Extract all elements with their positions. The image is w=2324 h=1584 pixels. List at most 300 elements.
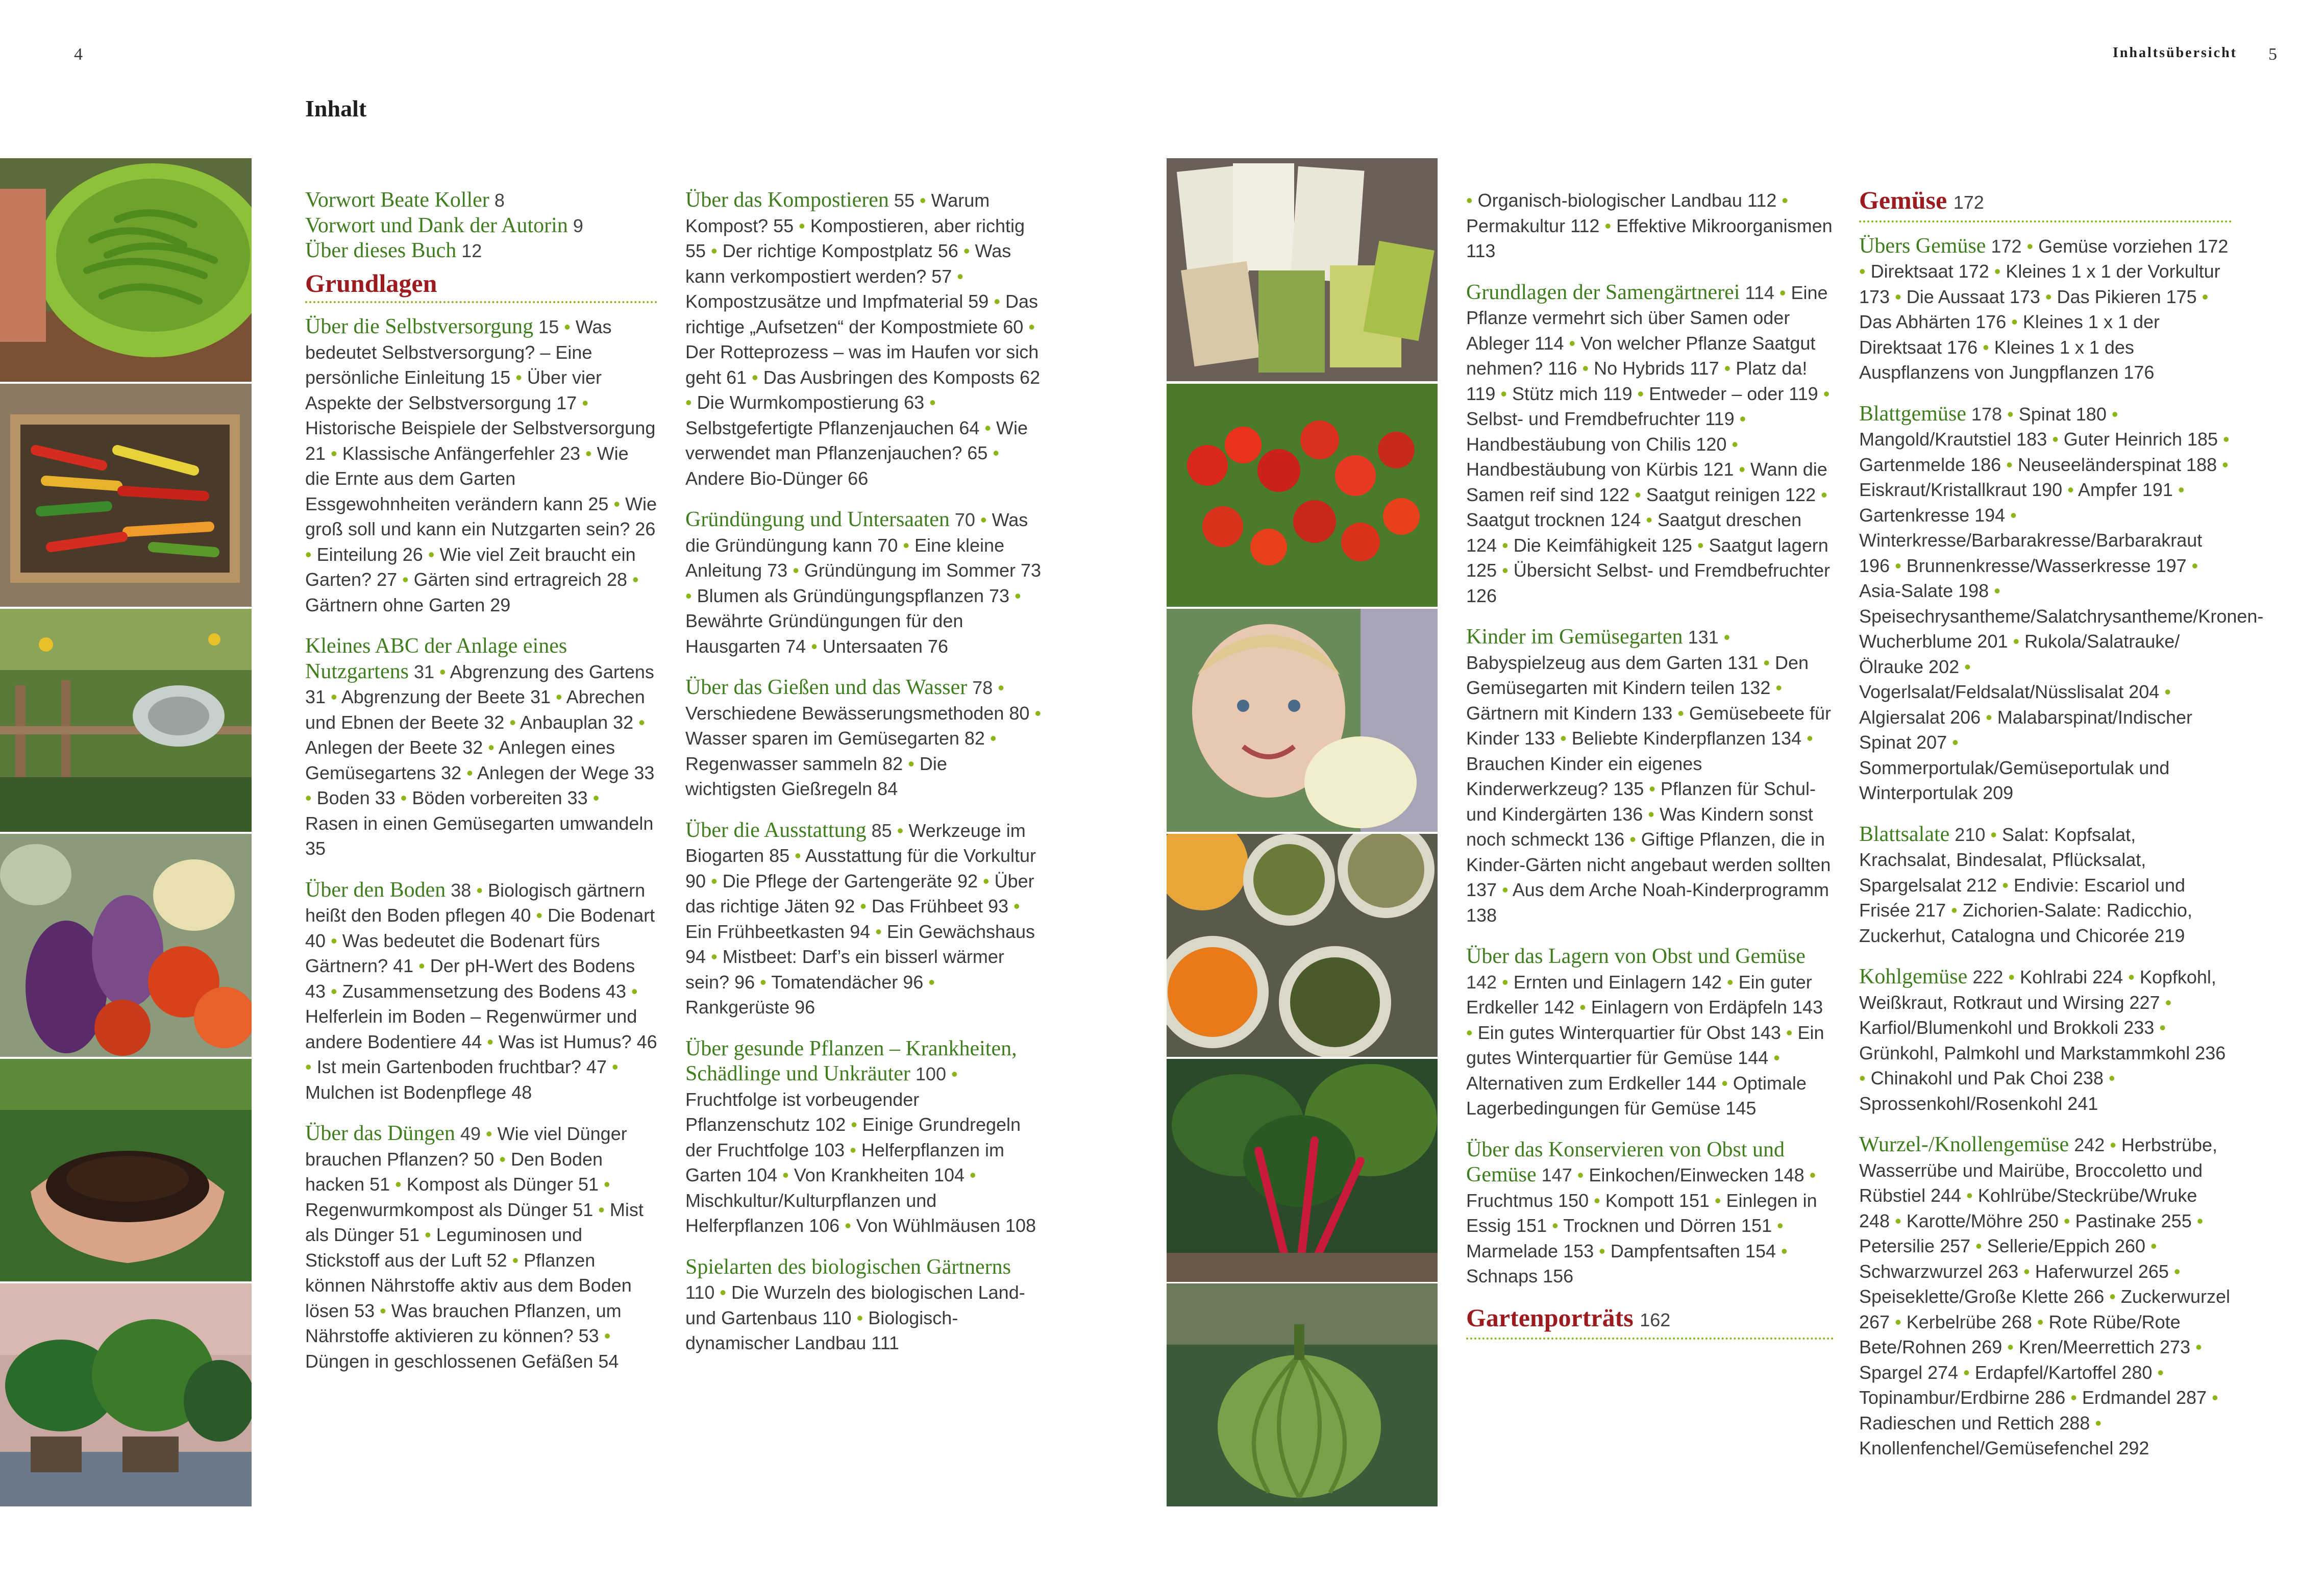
toc-entry[interactable]: Vorwort Beate Koller 8	[305, 188, 505, 212]
toc-subentry[interactable]: Grünkohl, Palmkohl und Markstammkohl 236	[1859, 1042, 2226, 1063]
bullet-icon: •	[1500, 383, 1507, 404]
bullet-icon: •	[711, 240, 718, 261]
toc-subentry[interactable]: Fruchtfolge ist vorbeugender Pflanzenschutz 102	[685, 1088, 920, 1135]
bullet-icon: •	[632, 569, 639, 590]
toc-entry[interactable]	[685, 1255, 1043, 1356]
toc-subentry[interactable]: Trocknen und Dörren 151	[1563, 1215, 1772, 1236]
toc-subentry[interactable]: Rukola/Salatrauke/Ölrauke 202	[1859, 631, 2180, 677]
toc-subentry[interactable]: Asia-Salate 198	[1859, 580, 1989, 601]
toc-subentry[interactable]: Marmelade 153	[1466, 1240, 1594, 1261]
bullet-icon: •	[1782, 190, 1788, 211]
bullet-icon: •	[1963, 1362, 1970, 1383]
toc-subentry[interactable]: Bewährte Gründüngungen für den Hausgarten 74	[685, 610, 963, 657]
toc-subentry[interactable]: Wasser sparen im Gemüsegarten 82	[685, 728, 985, 749]
toc-entry[interactable]	[1859, 234, 2232, 385]
toc-subentry[interactable]: Wie verwendet man Pflanzenjauchen? 65	[685, 417, 1028, 463]
toc-subentry[interactable]: Die Pflege der Gartengeräte 92	[722, 870, 978, 892]
toc-subentry[interactable]: Historische Beispiele der Selbstversorgung 21	[305, 417, 656, 464]
bullet-icon: •	[1994, 261, 2001, 282]
toc-subentry[interactable]: Knollenfenchel/Gemüsefenchel 292	[1859, 1438, 2149, 1458]
toc-subentry[interactable]: Der Rotteprozess – was im Haufen vor sich geht 61	[685, 341, 1039, 388]
toc-subentry[interactable]: Gemüse vorziehen 172	[2038, 235, 2229, 257]
toc-subentry[interactable]: Über vier Aspekte der Selbstversorgung 17	[305, 367, 602, 413]
toc-subentry[interactable]: Kohlrübe/Steckrübe/Wruke 248	[1859, 1185, 2197, 1231]
toc-subentry[interactable]: Was die Gründüngung kann 70	[685, 509, 1028, 556]
toc-column-1	[305, 188, 657, 1390]
bullet-icon: •	[2067, 479, 2074, 500]
toc-subentry[interactable]: Saatgut lagern 125	[1466, 534, 1828, 581]
bullet-icon: •	[509, 711, 516, 733]
toc-subentry[interactable]: Rankgerüste 96	[685, 997, 815, 1018]
toc-subentry[interactable]: Pflanzen können Nährstoffe aktiv aus dem Boden lösen 53	[305, 1249, 632, 1321]
toc-subentry[interactable]: Beliebte Kinderpflanzen 134	[1571, 728, 1802, 749]
bullet-icon: •	[1594, 1190, 1600, 1211]
toc-subentry[interactable]: Erdmandel 287	[2082, 1387, 2207, 1408]
bullet-icon: •	[400, 787, 407, 808]
bullet-icon: •	[1823, 383, 1830, 404]
toc-subentry[interactable]: Brauchen Kinder ein eigenes Kinderwerkzeug? 135	[1466, 753, 1702, 799]
bullet-icon: •	[860, 896, 867, 917]
toc-subentry[interactable]: Werkzeuge im Biogarten 85	[685, 820, 1026, 866]
toc-subentry[interactable]: Platz da! 119	[1466, 358, 1808, 404]
toc-subentry[interactable]: Von Wühlmäusen 108	[856, 1215, 1036, 1236]
bullet-icon: •	[1779, 282, 1786, 303]
toc-subentry[interactable]: Direktsaat 172	[1870, 261, 1989, 282]
toc-subentry[interactable]: Spargel 274	[1859, 1362, 1959, 1383]
bullet-icon: •	[2223, 429, 2230, 450]
toc-subentry[interactable]: No Hybrids 117	[1594, 358, 1719, 379]
bullet-icon: •	[2037, 1311, 2044, 1332]
toc-subentry[interactable]: Kleines 1 x 1 der Vorkultur 173	[1859, 261, 2220, 307]
bullet-icon: •	[983, 870, 990, 892]
photo-cherry-tomatoes	[1167, 384, 1438, 607]
bullet-icon: •	[1786, 1022, 1793, 1043]
toc-entry[interactable]	[685, 818, 1043, 1020]
page-title: Inhalt	[305, 95, 367, 121]
toc-subentry[interactable]: Topinambur/Erdbirne 286	[1859, 1387, 2066, 1408]
toc-subentry[interactable]: Mist als Dünger 51	[305, 1199, 644, 1245]
photo-seedlings	[0, 1283, 252, 1506]
toc-subentry[interactable]: Die Bodenart 40	[305, 905, 655, 951]
toc-subentry[interactable]: Einteilung 26	[316, 543, 423, 565]
bullet-icon: •	[1723, 627, 1730, 648]
bullet-icon: •	[1466, 190, 1473, 211]
toc-entry[interactable]	[1466, 1137, 1834, 1289]
bullet-icon: •	[1990, 824, 1997, 845]
toc-subentry[interactable]: Organisch-biologischer Landbau 112	[1477, 190, 1777, 211]
toc-heading: Blattgemüse	[1859, 402, 1966, 426]
toc-subentry[interactable]: Salat: Kopfsalat, Krachsalat, Bindesalat, Pflücksalat, Spargelsalat 212	[1859, 824, 2146, 896]
toc-subentry[interactable]: Anbauplan 32	[520, 711, 634, 733]
toc-subentry[interactable]: Gärtnern ohne Garten 29	[305, 594, 511, 615]
toc-heading: Über das Gießen und das Wasser	[685, 676, 968, 699]
toc-subentry[interactable]: Fruchtmus 150	[1466, 1190, 1589, 1211]
toc-subentry[interactable]: Zuckerwurzel 267	[1859, 1286, 2230, 1332]
toc-subentry[interactable]: Von welcher Pflanze Saatgut nehmen? 116	[1466, 332, 1816, 379]
toc-subentry[interactable]: Karotte/Möhre 250	[1906, 1210, 2059, 1231]
toc-subentry[interactable]: Kleines 1 x 1 der Direktsaat 176	[1859, 311, 2160, 358]
toc-subentry[interactable]: Stütz mich 119	[1512, 383, 1633, 404]
toc-subentry[interactable]: Speiseklette/Große Klette 266	[1859, 1286, 2105, 1307]
bullet-icon: •	[2045, 286, 2052, 307]
toc-subentry[interactable]: Ausstattung für die Vorkultur 90	[685, 845, 1036, 892]
toc-entry[interactable]	[685, 507, 1043, 659]
bullet-icon: •	[428, 543, 435, 565]
toc-subentry[interactable]: Tomatendächer 96	[771, 971, 924, 993]
bullet-icon: •	[1629, 829, 1636, 850]
toc-entry[interactable]	[305, 878, 657, 1105]
toc-subentry[interactable]: Ernten und Einlagern 142	[1513, 971, 1722, 993]
toc-subentry[interactable]: Untersaaten 76	[822, 635, 948, 657]
bullet-icon: •	[1714, 1190, 1721, 1211]
toc-subentry[interactable]: Biologisch-dynamischer Landbau 111	[685, 1307, 958, 1353]
toc-subentry[interactable]: Entweder – oder 119	[1649, 383, 1818, 404]
bullet-icon: •	[1859, 261, 1866, 282]
toc-subentry[interactable]: Gemüsebeete für Kinder 133	[1466, 702, 1832, 749]
bullet-icon: •	[845, 1215, 851, 1236]
toc-page-number: 110	[685, 1282, 715, 1303]
bullet-icon: •	[2010, 504, 2017, 526]
toc-subentry[interactable]: Gründüngung im Sommer 73	[804, 560, 1042, 581]
toc-subentry[interactable]: Anlegen eines Gemüsegartens 32	[305, 737, 615, 783]
toc-subentry[interactable]: Das Frühbeet 93	[871, 896, 1009, 917]
toc-subentry[interactable]: Rasen in einen Gemüsegarten umwandeln 35	[305, 812, 654, 859]
toc-subentry[interactable]: Neuseeländerspinat 188	[2017, 454, 2217, 475]
toc-entry[interactable]	[305, 1121, 657, 1374]
bullet-icon: •	[1775, 677, 1782, 698]
toc-subentry[interactable]: Übersicht Selbst- und Fremdbefruchter 126	[1466, 560, 1830, 606]
toc-subentry[interactable]: Abgrenzung der Beete 31	[341, 686, 551, 707]
toc-subentry[interactable]: Giftige Pflanzen, die in Kinder-Gärten nicht angebaut werden sollten 137	[1466, 829, 1831, 900]
toc-subentry[interactable]: Petersilie 257	[1859, 1235, 1971, 1256]
toc-page-number: 78	[972, 677, 993, 698]
toc-subentry[interactable]: Einlegen in Essig 151	[1466, 1190, 1817, 1236]
toc-subentry[interactable]: Schwarzwurzel 263	[1859, 1260, 2019, 1282]
toc-subentry[interactable]: Effektive Mikroorganismen 113	[1466, 215, 1833, 261]
toc-subentry[interactable]: Gartenmelde 186	[1859, 454, 2001, 475]
bullet-icon: •	[439, 661, 446, 682]
bullet-icon: •	[2128, 967, 2135, 987]
bullet-icon: •	[2007, 403, 2014, 425]
toc-subentry[interactable]: Kompostieren, aber richtig 55	[685, 215, 1025, 261]
bullet-icon: •	[1895, 555, 1901, 576]
bullet-icon: •	[604, 1174, 610, 1195]
toc-subentry[interactable]: Das richtige „Aufsetzen“ der Kompostmiete 60	[685, 291, 1038, 337]
bullet-icon: •	[1994, 580, 2000, 601]
toc-subentry[interactable]: Saatgut dreschen 124	[1466, 509, 1802, 556]
toc-subentry[interactable]: Erdapfel/Kartoffel 280	[1974, 1362, 2153, 1383]
toc-subentry[interactable]: Einige Grundregeln der Fruchtfolge 103	[685, 1114, 1021, 1160]
toc-subentry[interactable]: Einlagern von Erdäpfeln 143	[1591, 997, 1823, 1018]
toc-subentry[interactable]: Endivie: Escariol und Frisée 217	[1859, 874, 2186, 921]
toc-subentry[interactable]: Die Wurzeln des biologischen Land- und Gartenbaus 110	[685, 1282, 1025, 1328]
bullet-icon: •	[1604, 215, 1612, 236]
toc-subentry[interactable]: Babyspielzeug aus dem Garten 131	[1466, 652, 1759, 673]
toc-subentry[interactable]: Mischkultur/Kulturpflanzen und Helferpflanzen 106	[685, 1190, 937, 1236]
toc-entry[interactable]	[1859, 402, 2264, 806]
toc-subentry[interactable]: Schnaps 156	[1466, 1266, 1574, 1286]
bullet-icon: •	[395, 1174, 402, 1195]
toc-subentry[interactable]: Algiersalat 206	[1859, 706, 1981, 728]
toc-subentry[interactable]: Mistbeet: Darf’s ein bisserl wärmer sein? 96	[685, 946, 1004, 993]
toc-subentry[interactable]: Dampfentsaften 154	[1610, 1240, 1776, 1261]
toc-subentry[interactable]: Kerbelrübe 268	[1906, 1311, 2032, 1332]
toc-subentry[interactable]: Klassische Anfängerfehler 23	[342, 442, 580, 464]
toc-subentry[interactable]: Verschiedene Bewässerungsmethoden 80	[685, 702, 1030, 724]
toc-subentry[interactable]: Eine Pflanze vermehrt sich über Samen oder Ableger 114	[1466, 282, 1828, 354]
toc-subentry[interactable]: Alternativen zum Erdkeller 144	[1466, 1072, 1717, 1094]
toc-subentry[interactable]: Ist mein Gartenboden fruchtbar? 47	[316, 1056, 607, 1077]
bullet-icon: •	[2008, 967, 2015, 987]
bullet-icon: •	[998, 677, 1004, 698]
toc-subentry[interactable]: Böden vorbereiten 33	[412, 787, 588, 808]
toc-subentry[interactable]: Einkochen/Einwecken 148	[1589, 1165, 1804, 1185]
bullet-icon: •	[1763, 652, 1770, 673]
bullet-icon: •	[928, 971, 935, 993]
toc-entry[interactable]	[1466, 625, 1834, 928]
toc-page-number: 85	[871, 820, 892, 841]
toc-subentry[interactable]: Brunnenkresse/Wasserkresse 197	[1906, 555, 2187, 576]
toc-subentry[interactable]: Von Krankheiten 104	[794, 1165, 965, 1185]
toc-page-number: 15	[538, 316, 559, 337]
toc-subentry[interactable]: Kren/Meerrettich 273	[2018, 1336, 2191, 1357]
toc-subentry[interactable]: Was ist Humus? 46	[498, 1031, 657, 1052]
toc-page-number: 131	[1688, 627, 1719, 648]
toc-entry[interactable]	[1859, 1132, 2232, 1461]
toc-subentry[interactable]: Das Ausbringen des Komposts 62	[763, 366, 1041, 388]
toc-subentry[interactable]: Die Aussaat 173	[1906, 286, 2040, 307]
toc-subentry[interactable]: Ein Gewächshaus 94	[685, 921, 1035, 967]
toc-subentry[interactable]: Wie viel Dünger brauchen Pflanzen? 50	[305, 1123, 627, 1170]
bullet-icon: •	[908, 753, 914, 774]
toc-entry[interactable]	[305, 634, 657, 861]
bullet-icon: •	[2108, 1068, 2115, 1088]
toc-subentry[interactable]: Haferwurzel 265	[2035, 1260, 2169, 1282]
bullet-icon: •	[1773, 1047, 1780, 1068]
bullet-icon: •	[2222, 454, 2229, 475]
bullet-icon: •	[1732, 433, 1738, 455]
toc-subentry[interactable]: Gartenkresse 194	[1859, 504, 2006, 526]
toc-page-number: 55	[894, 190, 914, 211]
toc-subentry[interactable]: Düngen in geschlossenen Gefäßen 54	[305, 1350, 619, 1372]
toc-subentry[interactable]: Kleines 1 x 1 des Auspflanzens von Jungpflanzen 176	[1859, 336, 2155, 383]
toc-subentry[interactable]: Kohlrabi 224	[2020, 967, 2123, 987]
toc-subentry[interactable]: Mulchen ist Bodenpflege 48	[305, 1081, 532, 1103]
toc-entry-continued[interactable]	[1466, 188, 1834, 264]
toc-subentry[interactable]: Gärten sind ertragreich 28	[413, 569, 627, 590]
bullet-icon: •	[951, 1063, 958, 1084]
section-heading-gartenportraets[interactable]: Gartenporträts 162	[1466, 1305, 1834, 1340]
toc-subentry[interactable]: Kopfkohl, Weißkraut, Rotkraut und Wirsing 227	[1859, 967, 2216, 1013]
toc-subentry[interactable]: Sommerportulak/Gemüseportulak und Winterportulak 209	[1859, 757, 2170, 803]
toc-subentry[interactable]: Kompost als Dünger 51	[406, 1174, 599, 1195]
toc-entry[interactable]	[305, 314, 657, 617]
toc-entry[interactable]	[685, 188, 1043, 491]
toc-entry[interactable]: Über dieses Buch 12	[305, 239, 482, 262]
toc-subentry[interactable]: Ein Frühbeetkasten 94	[685, 921, 871, 942]
toc-subentry[interactable]: Die wichtigsten Gießregeln 84	[685, 753, 947, 799]
toc-subentry[interactable]: Pastinake 255	[2075, 1210, 2192, 1231]
toc-subentry[interactable]: Handbestäubung von Kürbis 121	[1466, 459, 1734, 480]
toc-subentry[interactable]: Eiskraut/Kristallkraut 190	[1859, 479, 2063, 500]
toc-subentry[interactable]: Guter Heinrich 185	[2063, 429, 2218, 450]
bullet-icon: •	[963, 240, 970, 261]
toc-subentry[interactable]: Mangold/Krautstiel 183	[1859, 429, 2047, 450]
toc-page-number: 38	[451, 879, 472, 901]
toc-subentry[interactable]: Wie viel Zeit braucht ein Garten? 27	[305, 543, 636, 590]
toc-heading: Kleines ABC der Anlage eines Nutzgartens	[305, 634, 567, 683]
bullet-icon: •	[919, 190, 926, 211]
bullet-icon: •	[811, 635, 818, 657]
toc-subentry[interactable]: Abgrenzung des Gartens 31	[305, 661, 654, 707]
toc-heading: Spielarten des biologischen Gärtnerns	[685, 1255, 1011, 1279]
toc-subentry[interactable]: Saatgut trocknen 124	[1466, 509, 1641, 530]
bullet-icon: •	[711, 946, 718, 967]
toc-subentry[interactable]: Herbstrübe, Wasserrübe und Mairübe, Broccoletto und Rübstiel 244	[1859, 1134, 2217, 1206]
toc-subentry[interactable]: Vogerlsalat/Feldsalat/Nüsslisalat 204	[1859, 681, 2160, 702]
toc-subentry[interactable]: Die Wurmkompostierung 63	[697, 392, 925, 413]
toc-subentry[interactable]: Malabarspinat/Indischer Spinat 207	[1859, 706, 2192, 753]
toc-subentry[interactable]: Was bedeutet Selbstversorgung? – Eine persönliche Einleitung 15	[305, 316, 612, 388]
photo-hands-soil	[0, 1059, 252, 1281]
bullet-icon: •	[2110, 1134, 2116, 1155]
toc-subentry[interactable]: Sellerie/Eppich 260	[1987, 1235, 2145, 1256]
toc-subentry[interactable]: Karfiol/Blumenkohl und Brokkoli 233	[1859, 1017, 2155, 1038]
toc-subentry[interactable]: Biologisch gärtnern heißt den Boden pflegen 40	[305, 879, 646, 926]
toc-subentry[interactable]: Abrechen und Ebnen der Beete 32	[305, 686, 645, 733]
bullet-icon: •	[752, 366, 758, 388]
toc-subentry[interactable]: Optimale Lagerbedingungen für Gemüse 145	[1466, 1072, 1807, 1119]
toc-subentry[interactable]: Handbestäubung von Chilis 120	[1466, 433, 1727, 455]
bullet-icon: •	[1582, 358, 1589, 379]
bullet-icon: •	[1951, 900, 1958, 921]
toc-entry[interactable]	[1859, 964, 2232, 1116]
toc-page-number: 222	[1972, 967, 2004, 987]
toc-subentry[interactable]: Über das richtige Jäten 92	[685, 870, 1034, 917]
bullet-icon: •	[1895, 1210, 1901, 1231]
bullet-icon: •	[331, 930, 337, 951]
toc-heading: Kohlgemüse	[1859, 965, 1968, 988]
toc-subentry[interactable]: Boden 33	[316, 787, 395, 808]
toc-subentry[interactable]: Eine kleine Anleitung 73	[685, 534, 1005, 581]
toc-subentry[interactable]: Rote Rübe/Rote Bete/Rohnen 269	[1859, 1311, 2181, 1357]
bullet-icon: •	[564, 316, 571, 337]
bullet-icon: •	[990, 728, 997, 749]
toc-subentry[interactable]: Was Kindern sonst noch schmeckt 136	[1466, 803, 1813, 850]
toc-subentry[interactable]: Ein gutes Winterquartier für Gemüse 144	[1466, 1022, 1824, 1068]
toc-entry[interactable]	[1466, 944, 1834, 1121]
toc-subentry[interactable]: Wie groß soll und kann ein Nutzgarten sein? 26	[305, 493, 657, 539]
toc-subentry[interactable]: Das Pikieren 175	[2057, 286, 2197, 307]
toc-entry[interactable]: Vorwort und Dank der Autorin 9	[305, 213, 583, 237]
toc-subentry[interactable]: Die Keimfähigkeit 125	[1513, 534, 1692, 556]
bullet-icon: •	[486, 1123, 492, 1144]
toc-subentry[interactable]: Wie die Ernte aus dem Garten Essgewohnheiten verändern kann 25	[305, 442, 629, 514]
toc-subentry[interactable]: Regenwasser sammeln 82	[685, 753, 903, 774]
toc-heading: Kinder im Gemüsegarten	[1466, 625, 1683, 649]
toc-subentry[interactable]: Kompott 151	[1605, 1190, 1710, 1211]
toc-subentry[interactable]: Andere Bio-Dünger 66	[685, 467, 869, 489]
bullet-icon: •	[613, 493, 621, 514]
toc-heading: Wurzel-/Knollengemüse	[1859, 1133, 2069, 1156]
toc-subentry[interactable]: Radieschen und Rettich 288	[1859, 1412, 2090, 1433]
toc-subentry[interactable]: Leguminosen und Stickstoff aus der Luft 52	[305, 1224, 583, 1271]
photo-eggplants-tomatoes	[0, 834, 252, 1057]
toc-subentry[interactable]: Helferpflanzen im Garten 104	[685, 1139, 1004, 1185]
toc-subentry[interactable]: Zichorien-Salate: Radicchio, Zuckerhut, Catalogna und Chicorée 219	[1859, 900, 2192, 946]
bullet-icon: •	[1599, 1240, 1605, 1261]
toc-subentry[interactable]: Saatgut reinigen 122	[1646, 484, 1816, 505]
toc-subentry[interactable]: Permakultur 112	[1466, 215, 1600, 236]
toc-entry[interactable]	[1466, 280, 1834, 609]
toc-entry[interactable]	[1859, 822, 2232, 949]
photo-child-squash	[1167, 609, 1438, 832]
toc-subentry[interactable]: Das Abhärten 176	[1859, 311, 2007, 332]
toc-subentry[interactable]: Zusammensetzung des Bodens 43	[342, 980, 627, 1002]
toc-column-4	[1859, 186, 2264, 1477]
bullet-icon: •	[556, 686, 562, 707]
toc-subentry[interactable]: Anlegen der Wege 33	[477, 762, 655, 783]
toc-heading: Übers Gemüse	[1859, 234, 1986, 258]
toc-subentry[interactable]: Helferlein im Boden – Regenwürmer und andere Bodentiere 44	[305, 1006, 637, 1052]
toc-subentry[interactable]: Der richtige Kompostplatz 56	[722, 240, 958, 261]
toc-subentry[interactable]: Chinakohl und Pak Choi 238	[1870, 1068, 2104, 1088]
toc-subentry[interactable]: Selbstgefertigte Pflanzenjauchen 64	[685, 417, 980, 438]
toc-subentry[interactable]: Was kann verkompostiert werden? 57	[685, 240, 1011, 287]
toc-subentry[interactable]: Selbst- und Fremdbefruchter 119	[1466, 408, 1735, 429]
bullet-icon: •	[799, 215, 805, 236]
toc-subentry[interactable]: Spinat 180	[2018, 403, 2107, 425]
toc-subentry[interactable]: Regenwurmkompost als Dünger 51	[305, 1199, 594, 1220]
toc-subentry[interactable]: Blumen als Gründüngungspflanzen 73	[697, 585, 1010, 606]
section-heading-gemuese[interactable]: Gemüse 172	[1859, 188, 2232, 222]
toc-subentry[interactable]: Warum Kompost? 55	[685, 190, 990, 236]
bullet-icon: •	[425, 1224, 431, 1245]
toc-page-number: 31	[413, 661, 434, 682]
toc-subentry[interactable]: Den Gemüsegarten mit Kindern teilen 132	[1466, 652, 1809, 698]
toc-subentry[interactable]: Anlegen der Beete 32	[305, 737, 483, 758]
toc-subentry[interactable]: Ein guter Erdkeller 142	[1466, 971, 1812, 1018]
toc-subentry[interactable]: Kompostzusätze und Impfmaterial 59	[685, 291, 989, 312]
page-number-left: 4	[74, 45, 83, 64]
toc-subentry[interactable]: Aus dem Arche Noah-Kinderprogramm 138	[1466, 879, 1829, 926]
toc-subentry[interactable]: Winterkresse/Barbarakresse/Barbarakraut 196	[1859, 530, 2203, 576]
bullet-icon: •	[2202, 286, 2209, 307]
toc-subentry[interactable]: Ein gutes Winterquartier für Obst 143	[1477, 1022, 1781, 1043]
toc-entry[interactable]	[685, 1036, 1043, 1239]
bullet-icon: •	[402, 569, 409, 590]
toc-subentry[interactable]: Was bedeutet die Bodenart fürs Gärtnern? 41	[305, 930, 600, 976]
toc-subentry[interactable]: Den Boden hacken 51	[305, 1148, 603, 1195]
bullet-icon: •	[2111, 403, 2118, 425]
toc-subentry[interactable]: Speisechrysantheme/Salatchrysantheme/Kronen-Wucherblume 201	[1859, 605, 2264, 652]
bullet-icon: •	[875, 921, 882, 942]
toc-entry[interactable]	[685, 675, 1043, 802]
toc-subentry[interactable]: Pflanzen für Schul- und Kindergärten 136	[1466, 778, 1816, 825]
bullet-icon: •	[2013, 631, 2020, 652]
toc-subentry[interactable]: Was brauchen Pflanzen, um Nährstoffe aktivieren zu können? 53	[305, 1300, 622, 1346]
toc-subentry[interactable]: Der pH-Wert des Bodens 43	[305, 955, 635, 1002]
bullet-icon: •	[611, 1056, 619, 1077]
bullet-icon: •	[2195, 1336, 2202, 1357]
bullet-icon: •	[1013, 896, 1020, 917]
toc-subentry[interactable]: Gärtnern mit Kindern 133	[1466, 702, 1673, 724]
toc-subentry[interactable]: Wann die Samen reif sind 122	[1466, 459, 1827, 505]
toc-page-number: 100	[915, 1063, 946, 1084]
bullet-icon: •	[984, 417, 992, 438]
toc-subentry[interactable]: Sprossenkohl/Rosenkohl 241	[1859, 1093, 2098, 1114]
toc-subentry[interactable]: Ampfer 191	[2078, 479, 2173, 500]
